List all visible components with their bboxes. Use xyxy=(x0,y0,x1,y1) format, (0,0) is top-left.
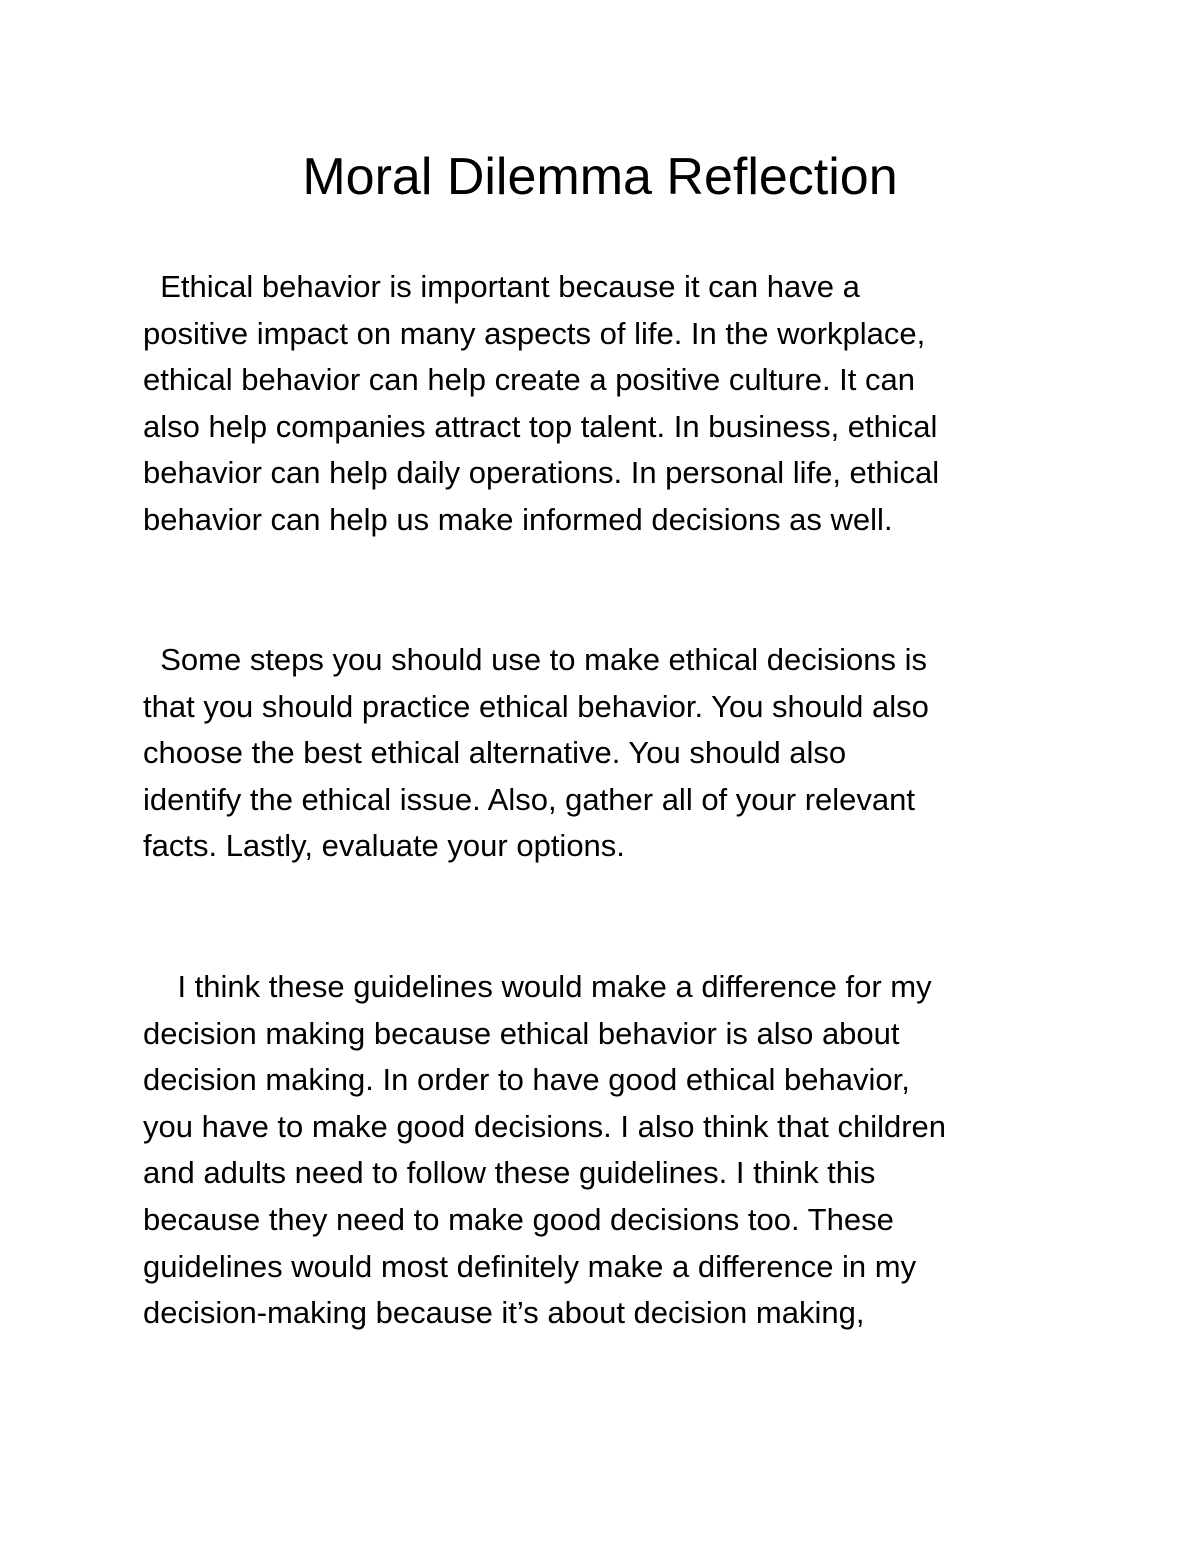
paragraph-line: choose the best ethical alternative. You should also xyxy=(143,735,847,771)
paragraph-line: ethical behavior can help create a positive culture. It can xyxy=(143,362,916,398)
paragraph-guidelines-reflection xyxy=(143,964,1083,1337)
paragraph-line: decision making because ethical behavior is also about xyxy=(143,1015,900,1051)
paragraph-decision-steps xyxy=(143,637,1083,870)
paragraph-line: guidelines would most definitely make a difference in my xyxy=(143,1248,917,1284)
paragraph-line: that you should practice ethical behavior. You should also xyxy=(143,688,929,724)
paragraph-line: also help companies attract top talent. In business, ethical xyxy=(143,408,938,444)
document-title: Moral Dilemma Reflection xyxy=(302,148,898,206)
paragraph-line: behavior can help us make informed decisions as well. xyxy=(143,501,893,537)
paragraph-line: because they need to make good decisions too. These xyxy=(143,1201,894,1237)
paragraph-line: facts. Lastly, evaluate your options. xyxy=(143,828,625,864)
paragraph-line: behavior can help daily operations. In personal life, ethical xyxy=(143,455,940,491)
paragraph-line: decision-making because it’s about decision making, xyxy=(143,1295,865,1331)
paragraph-line: Some steps you should use to make ethical decisions is xyxy=(143,642,928,677)
paragraph-line: Ethical behavior is important because it can have a xyxy=(143,269,860,304)
paragraph-line: I think these guidelines would make a difference for my xyxy=(143,969,932,1004)
paragraph-ethical-behavior xyxy=(143,264,1083,544)
paragraph-line: decision making. In order to have good ethical behavior, xyxy=(143,1062,910,1098)
paragraph-line: and adults need to follow these guidelines. I think this xyxy=(143,1155,876,1191)
paragraph-line: identify the ethical issue. Also, gather all of your relevant xyxy=(143,781,915,817)
paragraph-line: you have to make good decisions. I also think that children xyxy=(143,1108,947,1144)
paragraph-line: positive impact on many aspects of life. In the workplace, xyxy=(143,315,926,351)
